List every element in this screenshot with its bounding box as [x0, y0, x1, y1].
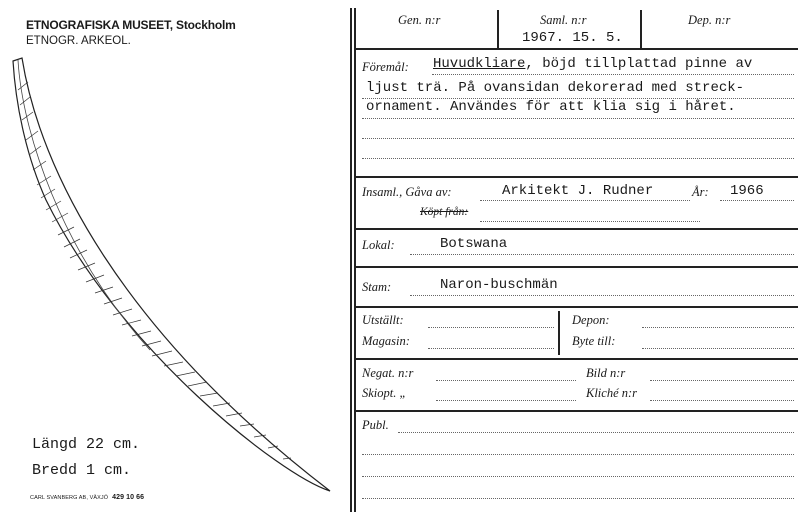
card-border-left-inner — [354, 8, 356, 512]
lokal-value: Botswana — [440, 236, 508, 252]
kopt-label: Köpt från: — [420, 206, 469, 218]
dep-label: Dep. n:r — [688, 13, 731, 27]
dotted-line — [650, 380, 794, 381]
dotted-line — [362, 158, 794, 159]
rule-top — [354, 48, 798, 50]
kliche-label: Kliché n:r — [586, 386, 638, 400]
byte-label: Byte till: — [572, 334, 616, 348]
foremal-label: Föremål: — [362, 60, 409, 74]
saml-value: 1967. 15. 5. — [522, 30, 623, 46]
dotted-line — [650, 400, 794, 401]
dotted-line — [410, 254, 794, 255]
rule-foremal — [354, 176, 798, 178]
bild-label: Bild n:r — [586, 366, 626, 380]
dotted-line — [362, 454, 794, 455]
ar-label: År: — [692, 185, 709, 199]
lokal-label: Lokal: — [362, 238, 395, 252]
top-divider-2 — [640, 10, 642, 48]
dotted-line — [432, 74, 794, 75]
stam-value: Naron-buschmän — [440, 277, 558, 293]
card-border-left — [350, 8, 352, 512]
gen-label: Gen. n:r — [398, 13, 441, 27]
rule-insaml — [354, 228, 798, 230]
utstallt-divider — [558, 311, 560, 355]
insaml-label: Insaml., Gåva av: — [362, 185, 452, 199]
dotted-line — [480, 221, 700, 222]
foremal-line-3: ornament. Användes för att klia sig i håret. — [366, 99, 736, 115]
width-text: Bredd 1 cm. — [32, 462, 132, 479]
foremal-line-2: ljust trä. På ovansidan dekorerad med streck- — [366, 80, 745, 96]
dotted-line — [428, 348, 554, 349]
skiopt-label: Skiopt. „ — [362, 386, 407, 400]
printer-imprint: CARL SVANBERG AB, VÄXJÖ 429 10 66 — [30, 494, 145, 501]
dotted-line — [642, 327, 794, 328]
museum-header — [26, 18, 236, 47]
insaml-value: Arkitekt J. Rudner — [502, 183, 654, 199]
rule-utstallt — [354, 358, 798, 360]
magasin-label: Magasin: — [362, 334, 410, 348]
rule-lokal — [354, 266, 798, 268]
stam-label: Stam: — [362, 280, 392, 294]
catalog-card — [350, 8, 798, 512]
utstallt-label: Utställt: — [362, 313, 404, 327]
foremal-line-1: Huvudkliare, böjd tillplattad pinne av — [433, 56, 753, 72]
museum-name: ETNOGRAFISKA MUSEET, Stockholm — [26, 18, 236, 32]
dotted-line — [480, 200, 690, 201]
dotted-line — [436, 400, 576, 401]
publ-label: Publ. — [362, 418, 389, 432]
dotted-line — [362, 118, 794, 119]
dotted-line — [410, 295, 794, 296]
dotted-line — [436, 380, 576, 381]
rule-stam — [354, 306, 798, 308]
dotted-line — [642, 348, 794, 349]
top-divider-1 — [497, 10, 499, 48]
ar-value: 1966 — [730, 183, 764, 199]
stick-inner-line — [18, 60, 150, 350]
dotted-line — [362, 138, 794, 139]
dotted-line — [428, 327, 554, 328]
depon-label: Depon: — [572, 313, 610, 327]
negat-label: Negat. n:r — [362, 366, 414, 380]
dotted-line — [362, 476, 794, 477]
length-text: Längd 22 cm. — [32, 436, 141, 453]
stick-hatching — [18, 82, 291, 459]
comb-drawing — [0, 50, 345, 500]
dotted-line — [720, 200, 794, 201]
rule-negat — [354, 410, 798, 412]
department-name: ETNOGR. ARKEOL. — [26, 35, 131, 47]
dotted-line — [398, 432, 794, 433]
stick-outline — [13, 58, 330, 491]
saml-label: Saml. n:r — [540, 13, 587, 27]
dotted-line — [362, 498, 794, 499]
foremal-name: Huvudkliare — [433, 56, 526, 72]
